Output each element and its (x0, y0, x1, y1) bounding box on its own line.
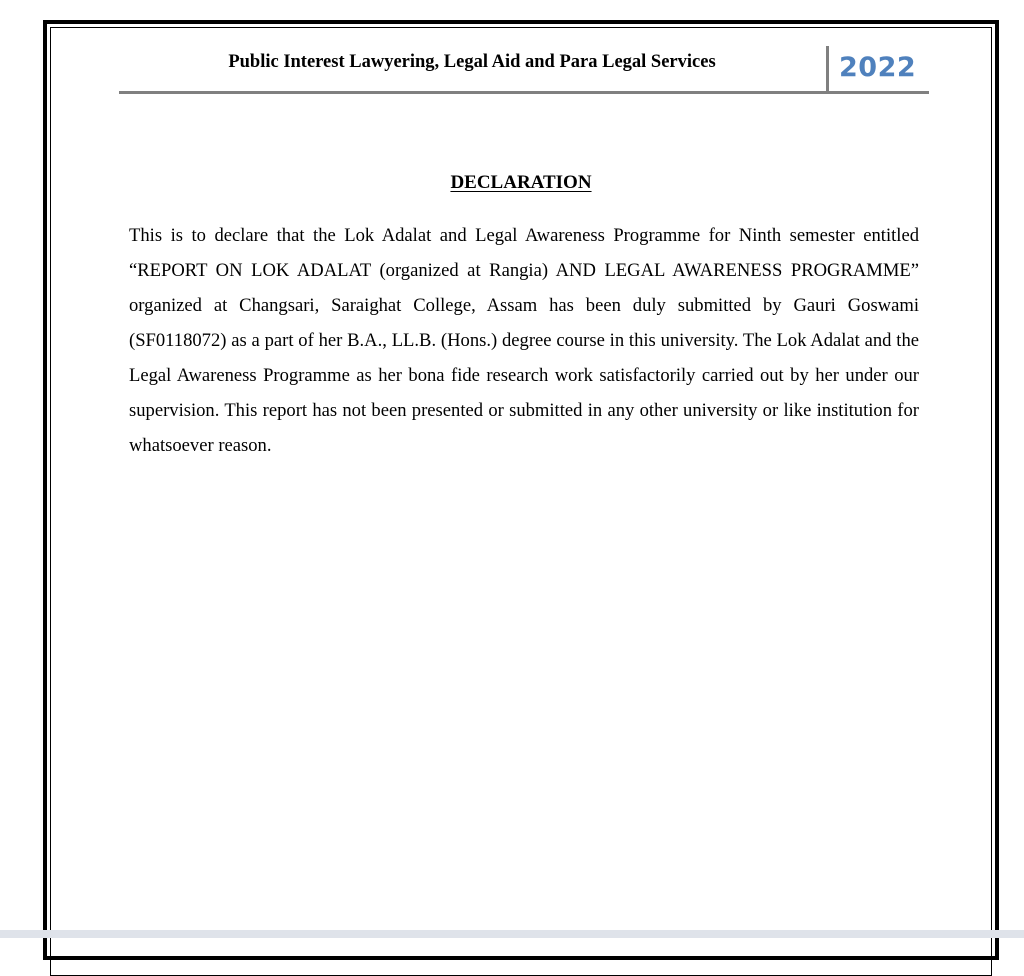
declaration-heading-text: DECLARATION (450, 172, 592, 193)
page-inner-border (50, 27, 992, 976)
header-year: 2022 (839, 52, 917, 83)
viewer-bottom-strip (0, 930, 1024, 938)
page-header (119, 46, 929, 96)
declaration-heading (47, 172, 995, 194)
header-divider (826, 46, 829, 94)
header-title: Public Interest Lawyering, Legal Aid and Para Legal Services (228, 52, 716, 72)
document-page (43, 20, 999, 960)
header-rule (119, 91, 929, 94)
declaration-paragraph: This is to declare that the Lok Adalat and Legal Awareness Programme for Ninth semester entitled “REPORT ON LOK ADALAT (organized at Rangia) AND LEGAL AWARENESS PROGRAMME” organized at Changsari, Saraighat College, Assam has been duly submitted by Gauri Goswami (SF0118072) as a part of her B.A., LL.B. (Hons.) degree course in this university. The Lok Adalat and the Legal Awareness Programme as her bona fide research work satisfactorily carried out by her under our supervision. This report has not been presented or submitted in any other university or like institution for whatsoever reason. (129, 225, 919, 456)
